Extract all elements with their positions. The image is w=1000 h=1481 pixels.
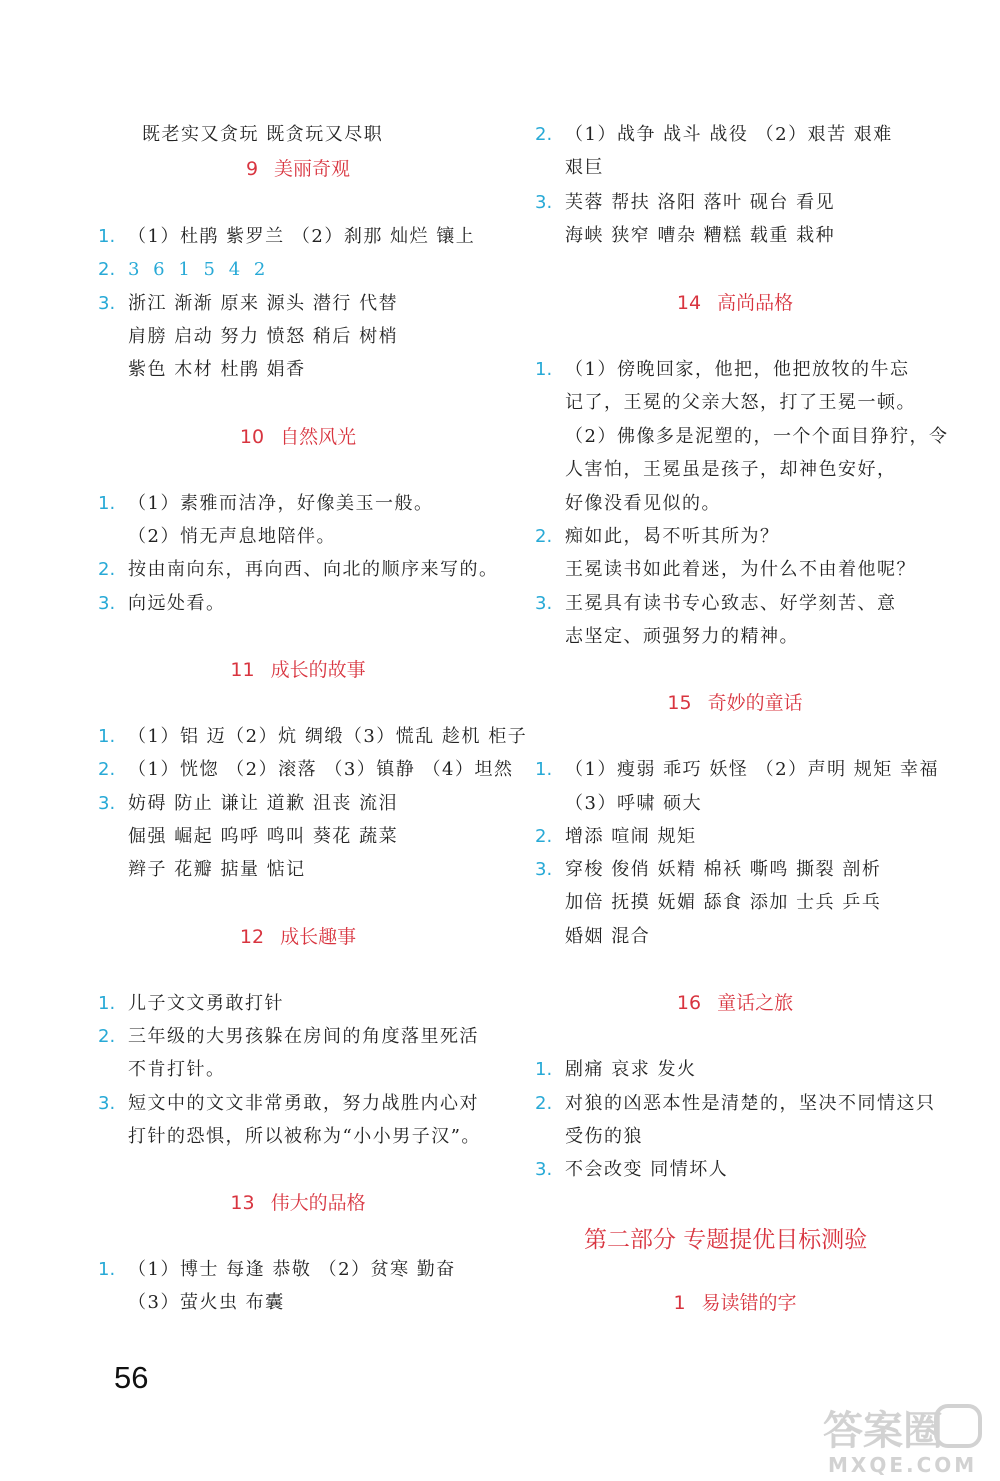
section-title: 易读错的字 xyxy=(701,1292,797,1314)
answer-text: 不会改变 同情坏人 xyxy=(565,1159,729,1180)
answer-line xyxy=(535,522,780,552)
answer-line xyxy=(98,1122,481,1152)
item-marker: 2. xyxy=(535,1093,553,1114)
answer-line xyxy=(535,221,835,251)
answer-line xyxy=(98,1255,456,1285)
answer-line xyxy=(535,622,799,652)
answer-text: 艰巨 xyxy=(565,157,604,178)
section-title: 成长的故事 xyxy=(270,659,366,681)
answer-text: （1）博士 每逢 恭敬 （2）贫寒 勤奋 xyxy=(128,1259,456,1280)
answer-line xyxy=(535,120,893,150)
item-marker: 1. xyxy=(535,359,553,380)
item-marker: 1. xyxy=(98,226,116,247)
answer-text: 王冕具有读书专心致志、好学刻苦、意 xyxy=(565,593,897,614)
answer-line xyxy=(98,255,269,285)
answer-text: （3）萤火虫 布囊 xyxy=(128,1292,285,1313)
answer-text: 肩膀 启动 努力 愤怒 稍后 树梢 xyxy=(128,326,399,347)
item-marker: 2. xyxy=(535,826,553,847)
answer-line xyxy=(535,455,897,485)
section-number: 11 xyxy=(230,659,255,681)
section-title: 奇妙的童话 xyxy=(707,692,803,714)
answer-text: （2）悄无声息地陪伴。 xyxy=(128,526,336,547)
section-heading-16 xyxy=(535,991,935,1015)
section-number: 13 xyxy=(230,1192,255,1214)
item-marker: 1. xyxy=(98,726,116,747)
item-marker: 3. xyxy=(535,1159,553,1180)
answer-text: 紫色 木材 杜鹃 娟香 xyxy=(128,359,306,380)
answer-line xyxy=(535,1089,936,1119)
answer-line xyxy=(535,188,835,218)
item-marker: 1. xyxy=(535,759,553,780)
answer-line xyxy=(535,1155,728,1185)
item-marker: 3. xyxy=(98,793,116,814)
section-heading-15 xyxy=(535,691,935,715)
item-marker: 3. xyxy=(535,859,553,880)
item-marker: 3. xyxy=(98,1093,116,1114)
item-marker: 1. xyxy=(98,493,116,514)
part-title: 第二部分 专题提优目标测验 xyxy=(584,1227,868,1253)
answer-line xyxy=(98,755,513,785)
answer-line xyxy=(98,522,336,552)
answer-text: （1）铝 迈（2）炕 绸缎（3）慌乱 趁机 柜子 xyxy=(128,726,528,747)
answer-line xyxy=(98,589,226,619)
answer-text: 三年级的大男孩躲在房间的角度落里死活 xyxy=(128,1026,479,1047)
answer-text: 好像没看见似的。 xyxy=(565,493,721,514)
answer-text: 海峡 狭窄 嘈杂 糟糕 载重 栽种 xyxy=(565,225,836,246)
answer-text: 倔强 崛起 呜呼 鸣叫 葵花 蔬菜 xyxy=(128,826,399,847)
answer-line xyxy=(98,322,398,352)
answer-text: 芙蓉 帮扶 洛阳 落叶 砚台 看见 xyxy=(565,192,836,213)
answer-text: （1）素雅而洁净，好像美玉一般。 xyxy=(128,493,434,514)
answer-line xyxy=(98,1022,479,1052)
answer-text: 短文中的文文非常勇敢，努力战胜内心对 xyxy=(128,1093,479,1114)
item-marker: 2. xyxy=(98,259,116,280)
answer-line xyxy=(535,922,650,952)
section-number: 15 xyxy=(667,692,692,714)
answer-line xyxy=(98,855,306,885)
answer-text: 妨碍 防止 谦让 道歉 沮丧 流泪 xyxy=(128,793,399,814)
answer-text: 浙江 渐渐 原来 源头 潜行 代替 xyxy=(128,293,399,314)
answer-line xyxy=(142,120,383,150)
answer-line xyxy=(98,1055,226,1085)
answer-line xyxy=(535,589,897,619)
answer-line xyxy=(98,1288,285,1318)
answer-line xyxy=(535,422,948,452)
watermark-text: 答案圈 xyxy=(823,1408,943,1454)
section-heading-13 xyxy=(98,1191,498,1215)
section-title: 伟大的品格 xyxy=(270,1192,366,1214)
section-number: 1 xyxy=(673,1292,686,1314)
answer-line xyxy=(535,755,939,785)
answer-line xyxy=(535,489,721,519)
answer-line xyxy=(98,222,475,252)
answer-text: （1）恍惚 （2）滚落 （3）镇静 （4）坦然 xyxy=(128,759,514,780)
answer-line xyxy=(535,355,909,385)
answer-text: （1）战争 战斗 战役 （2）艰苦 艰难 xyxy=(565,124,893,145)
item-marker: 1. xyxy=(98,993,116,1014)
section-title: 成长趣事 xyxy=(280,926,357,948)
answer-text: 不肯打针。 xyxy=(128,1059,226,1080)
section-heading-10 xyxy=(98,425,498,449)
section-number: 12 xyxy=(239,926,265,948)
answer-line xyxy=(535,855,881,885)
item-marker: 3. xyxy=(535,192,553,213)
answer-text: 志坚定、顽强努力的精神。 xyxy=(565,626,799,647)
answer-line xyxy=(98,355,306,385)
answer-text: 记了，王冕的父亲大怒，打了王冕一顿。 xyxy=(565,392,916,413)
answer-line xyxy=(98,555,499,585)
answer-line xyxy=(98,489,433,519)
item-marker: 3. xyxy=(98,593,116,614)
watermark-url: MXQE.COM xyxy=(828,1453,978,1476)
answer-text: 人害怕，王冕虽是孩子，却神色安好， xyxy=(565,459,897,480)
answer-line xyxy=(98,822,398,852)
section-heading-9 xyxy=(98,157,498,181)
answer-line xyxy=(535,888,881,918)
answer-text: 穿梭 俊俏 妖精 棉袄 嘶鸣 撕裂 剖析 xyxy=(565,859,882,880)
item-marker: 2. xyxy=(535,124,553,145)
section-title: 美丽奇观 xyxy=(274,158,351,180)
item-marker: 2. xyxy=(98,759,116,780)
item-marker: 1. xyxy=(535,1059,553,1080)
section-number: 10 xyxy=(239,426,265,448)
answer-line xyxy=(535,555,916,585)
answer-line xyxy=(535,388,916,418)
answer-text: 儿子文文勇敢打针 xyxy=(128,993,284,1014)
answer-text: （1）杜鹃 紫罗兰 （2）刹那 灿烂 镶上 xyxy=(128,226,476,247)
answer-line xyxy=(535,822,696,852)
section-heading-11 xyxy=(98,658,498,682)
item-marker: 2. xyxy=(98,559,116,580)
answer-text: 按由南向东，再向西、向北的顺序来写的。 xyxy=(128,559,499,580)
section-heading-14 xyxy=(535,291,935,315)
section-title: 高尚品格 xyxy=(717,292,794,314)
item-marker: 3. xyxy=(98,293,116,314)
answer-line xyxy=(535,153,604,183)
answer-line xyxy=(98,989,284,1019)
answer-text: 打针的恐惧，所以被称为“小小男子汉”。 xyxy=(128,1126,481,1147)
answer-text: （2）佛像多是泥塑的，一个个面目狰狞，令 xyxy=(565,426,949,447)
section-number: 14 xyxy=(676,292,702,314)
answer-text: （3）呼啸 硕大 xyxy=(565,793,703,814)
answer-line xyxy=(98,722,527,752)
section-number: 9 xyxy=(245,158,259,180)
item-marker: 2. xyxy=(98,1026,116,1047)
answer-text: （1）傍晚回家，他把，他把放牧的牛忘 xyxy=(565,359,910,380)
item-marker: 1. xyxy=(98,1259,116,1280)
answer-text: 受伤的狼 xyxy=(565,1126,643,1147)
answer-line xyxy=(98,289,398,319)
item-marker: 3. xyxy=(535,593,553,614)
section-title: 自然风光 xyxy=(280,426,357,448)
answer-text: 既老实又贪玩 既贪玩又尽职 xyxy=(142,124,384,145)
answer-text: 王冕读书如此着迷，为什么不由着他呢？ xyxy=(565,559,916,580)
answer-text: （1）瘦弱 乖巧 妖怪 （2）声明 规矩 幸福 xyxy=(565,759,940,780)
answer-text: 加倍 抚摸 妩媚 舔食 添加 士兵 乒乓 xyxy=(565,892,882,913)
answer-line xyxy=(535,789,702,819)
section-number: 16 xyxy=(676,992,702,1014)
answer-text: 剧痛 哀求 发火 xyxy=(565,1059,697,1080)
answer-text: 辫子 花瓣 掂量 惦记 xyxy=(128,859,306,880)
watermark-logo xyxy=(818,1400,988,1476)
answer-line xyxy=(98,1089,479,1119)
answer-text: 对狼的凶恶本性是清楚的，坚决不同情这只 xyxy=(565,1093,936,1114)
section-heading-part2-1 xyxy=(535,1291,935,1315)
answer-text: 痴如此，曷不听其所为？ xyxy=(565,526,780,547)
answer-line xyxy=(535,1122,643,1152)
answer-text: 婚姻 混合 xyxy=(565,926,651,947)
page-number: 56 xyxy=(114,1360,149,1395)
answer-line xyxy=(535,1055,696,1085)
answer-line xyxy=(98,789,398,819)
item-marker: 2. xyxy=(535,526,553,547)
answer-text: 3 6 1 5 4 2 xyxy=(128,259,270,280)
answer-text: 增添 喧闹 规矩 xyxy=(565,826,697,847)
section-heading-12 xyxy=(98,925,498,949)
section-title: 童话之旅 xyxy=(717,992,794,1014)
answer-text: 向远处看。 xyxy=(128,593,226,614)
